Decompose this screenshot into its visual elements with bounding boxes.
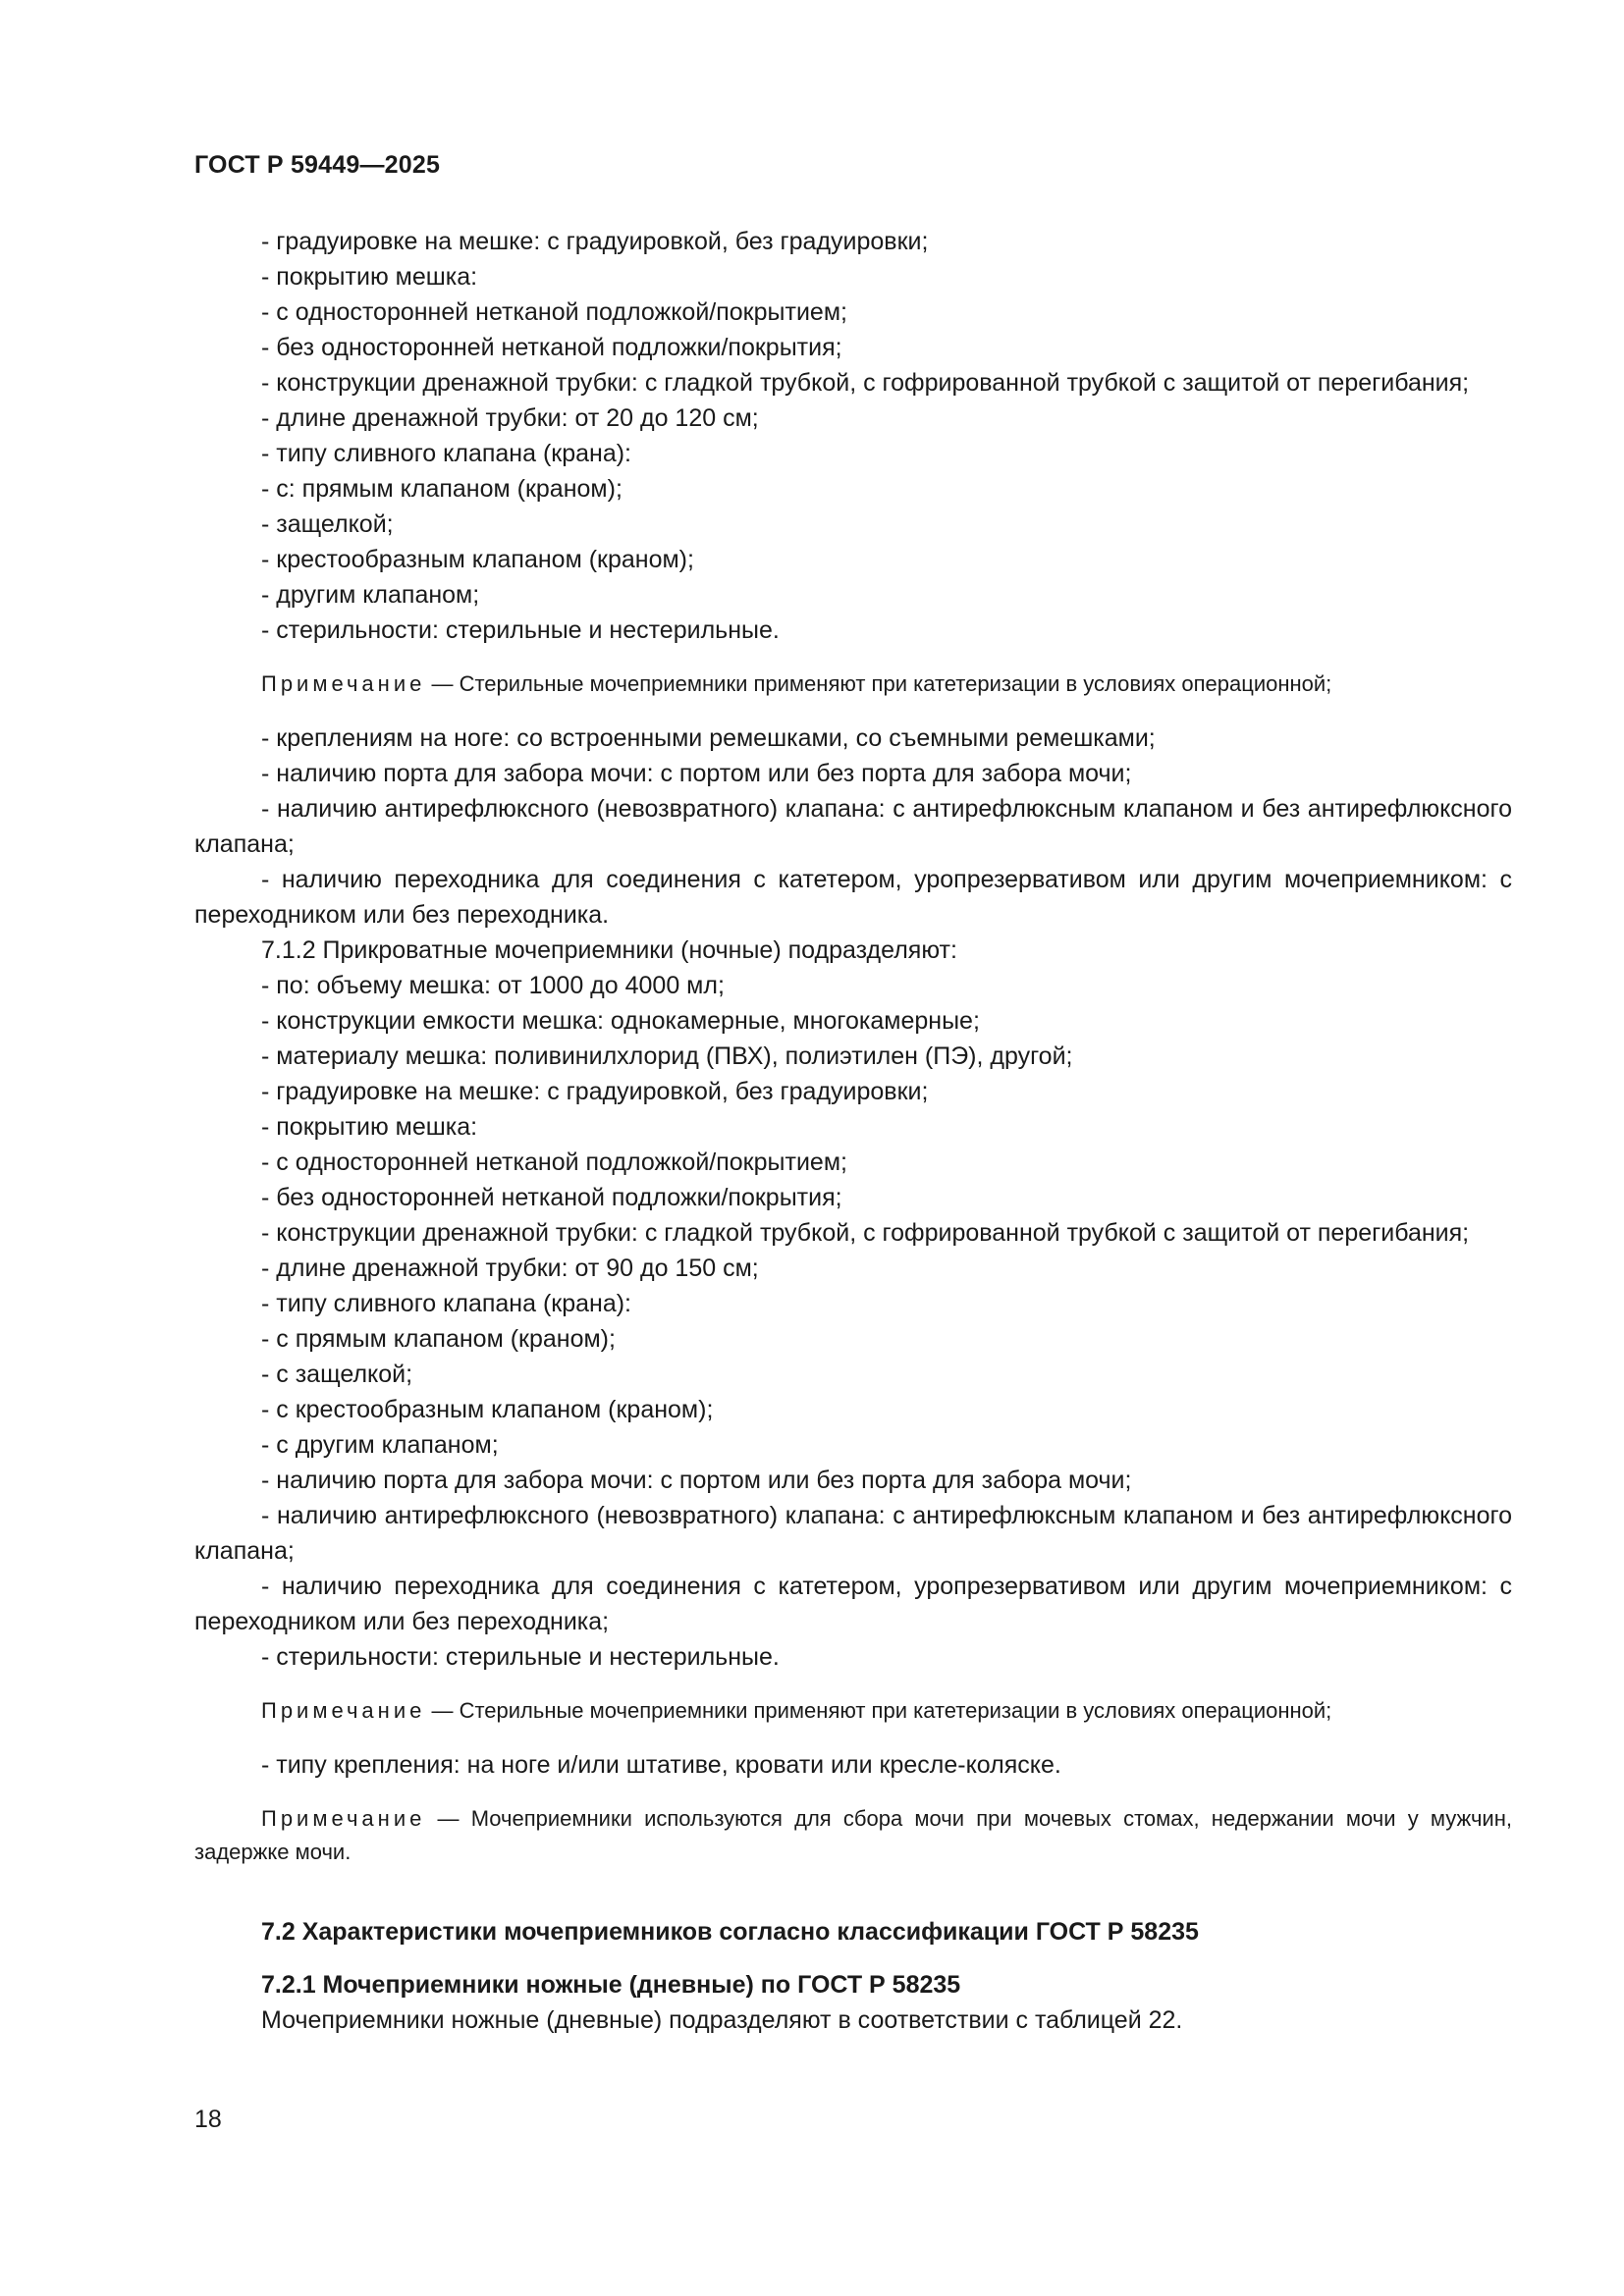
list-item: - крестообразным клапаном (краном);: [261, 546, 694, 573]
list-item: - градуировке на мешке: с градуировкой, без градуировки;: [261, 1078, 929, 1105]
note-text: — Стерильные мочеприемники применяют при катетеризации в условиях операционной;: [425, 671, 1332, 696]
list-item: - типу крепления: на ноге и/или штативе, кровати или кресле-коляске.: [261, 1751, 1061, 1779]
note-2: [194, 1694, 1512, 1728]
list-item: - покрытию мешка:: [261, 263, 478, 291]
list-item: - стерильности: стерильные и нестерильные.: [261, 1643, 780, 1671]
note-text: — Стерильные мочеприемники применяют при катетеризации в условиях операционной;: [425, 1698, 1332, 1723]
list-item: - по: объему мешка: от 1000 до 4000 мл;: [261, 972, 725, 999]
document-body: [194, 224, 1512, 2038]
section-heading-7-2-1: 7.2.1 Мочеприемники ножные (дневные) по ГОСТ Р 58235: [261, 1971, 961, 1999]
list-item: - покрытию мешка:: [261, 1113, 478, 1141]
list-item: - стерильности: стерильные и нестерильные.: [261, 616, 780, 644]
list-item: - с односторонней нетканой подложкой/покрытием;: [261, 298, 847, 326]
list-item: - наличию переходника для соединения с катетером, уропрезервативом или другим мочеприемником: с переходником или без переходника.: [194, 866, 1512, 929]
list-item: - длине дренажной трубки: от 90 до 150 см;: [261, 1255, 759, 1282]
list-item: - с крестообразным клапаном (краном);: [261, 1396, 714, 1423]
list-item: - без односторонней нетканой подложки/покрытия;: [261, 1184, 842, 1211]
list-item: - наличию антирефлюксного (невозвратного) клапана: с антирефлюксным клапаном и без антирефлюксного клапана;: [194, 1502, 1512, 1565]
list-item: - конструкции емкости мешка: однокамерные, многокамерные;: [261, 1007, 980, 1035]
list-item: - длине дренажной трубки: от 20 до 120 см;: [261, 404, 759, 432]
list-item: - креплениям на ноге: со встроенными ремешками, со съемными ремешками;: [261, 724, 1156, 752]
list-item: - с защелкой;: [261, 1361, 413, 1388]
list-item: - типу сливного клапана (крана):: [261, 1290, 631, 1317]
page-number: 18: [194, 2106, 222, 2133]
list-item: - с: прямым клапаном (краном);: [261, 475, 623, 503]
list-item: - с другим клапаном;: [261, 1431, 499, 1459]
list-item: - конструкции дренажной трубки: с гладкой трубкой, с гофрированной трубкой с защитой от перегибания;: [261, 1219, 1470, 1247]
note-3: [194, 1802, 1512, 1869]
clause-7-1-2: 7.1.2 Прикроватные мочеприемники (ночные) подразделяют:: [261, 936, 957, 964]
list-item: - защелкой;: [261, 510, 394, 538]
list-item: - градуировке на мешке: с градуировкой, без градуировки;: [261, 228, 929, 255]
list-item: - наличию порта для забора мочи: с портом или без порта для забора мочи;: [261, 760, 1132, 787]
list-item: - без односторонней нетканой подложки/покрытия;: [261, 334, 842, 361]
list-item: - наличию порта для забора мочи: с портом или без порта для забора мочи;: [261, 1467, 1132, 1494]
note-label: Примечание: [261, 671, 426, 696]
document-header: ГОСТ Р 59449—2025: [194, 151, 441, 179]
list-item: - наличию переходника для соединения с катетером, уропрезервативом или другим мочеприемником: с переходником или без переходника;: [194, 1573, 1512, 1635]
list-block-2: [194, 721, 1512, 1675]
note-text: — Мочеприемники используются для сбора мочи при мочевых стомах, недержании мочи у мужчин, задержке мочи.: [194, 1806, 1512, 1864]
list-item: - конструкции дренажной трубки: с гладкой трубкой, с гофрированной трубкой с защитой от перегибания;: [261, 369, 1470, 397]
note-label: Примечание: [261, 1806, 426, 1831]
note-1: [194, 667, 1512, 701]
list-item: - с односторонней нетканой подложкой/покрытием;: [261, 1148, 847, 1176]
list-block-3: [194, 1747, 1512, 1783]
list-item: - типу сливного клапана (крана):: [261, 440, 631, 467]
list-block-1: [194, 224, 1512, 648]
list-item: - материалу мешка: поливинилхлорид (ПВХ), полиэтилен (ПЭ), другой;: [261, 1042, 1073, 1070]
list-item: - другим клапаном;: [261, 581, 480, 609]
section-heading-7-2: 7.2 Характеристики мочеприемников согласно классификации ГОСТ Р 58235: [261, 1918, 1199, 1946]
list-item: - наличию антирефлюксного (невозвратного) клапана: с антирефлюксным клапаном и без антирефлюксного клапана;: [194, 795, 1512, 858]
final-paragraph: Мочеприемники ножные (дневные) подразделяют в соответствии с таблицей 22.: [261, 2006, 1183, 2034]
note-label: Примечание: [261, 1698, 426, 1723]
list-item: - с прямым клапаном (краном);: [261, 1325, 616, 1353]
